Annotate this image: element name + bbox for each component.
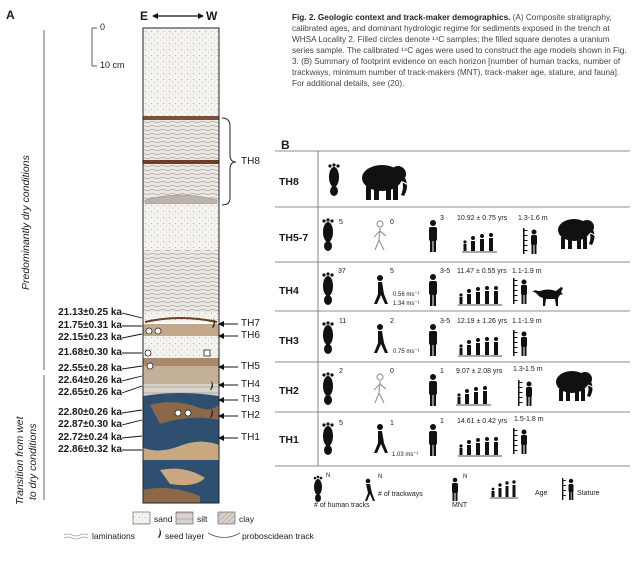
age-label: 22.55±0.28 ka: [58, 363, 122, 374]
stratigraphic-column: [143, 28, 219, 503]
legend-seed-layer: seed layer: [165, 531, 205, 541]
age-value: 14.61 ± 0.42 yrs: [457, 418, 508, 425]
age-label: 22.64±0.26 ka: [58, 375, 122, 386]
horizon-label-th6: TH6: [241, 330, 260, 341]
age-label: 22.15±0.23 ka: [58, 332, 122, 343]
age-label: 22.86±0.32 ka: [58, 444, 122, 455]
fauna-icons: [362, 165, 595, 401]
tracks-count: 37: [338, 268, 346, 275]
row-label-th4: TH4: [279, 285, 299, 297]
dry-conditions-label: Predominantly dry conditions: [20, 155, 32, 290]
legend-tracks: # of human tracks: [314, 502, 370, 509]
row-label-th1: TH1: [279, 434, 299, 446]
caption-title: Fig. 2. Geologic context and track-maker demographics.: [292, 13, 511, 22]
age-value: 10.92 ± 0.75 yrs: [457, 215, 508, 222]
transition-label-2: to dry conditions: [27, 423, 39, 500]
trackway-icons: [365, 221, 388, 501]
tracks-count: 2: [339, 368, 343, 375]
legend-laminations: laminations: [92, 531, 135, 541]
speed-value: 0.75 ms⁻¹: [393, 349, 420, 355]
trackways-count: 5: [390, 268, 394, 275]
panel-a-letter: A: [6, 8, 15, 22]
trackways-count: 1: [390, 420, 394, 427]
legend-stature: Stature: [577, 490, 600, 497]
age-value: 11.47 ± 0.55 yrs: [457, 268, 507, 275]
speed-value: 0.56 ms⁻¹: [393, 292, 420, 298]
age-label: 22.80±0.26 ka: [58, 407, 122, 418]
lithology-legend: [64, 512, 240, 539]
speed-value: 1.34 ms⁻¹: [393, 301, 420, 307]
tracks-count: 5: [339, 420, 343, 427]
horizon-label-th7: TH7: [241, 318, 260, 329]
panel-b-letter: B: [281, 138, 290, 152]
legend-sand: sand: [154, 514, 173, 524]
scale-zero: 0: [100, 22, 106, 32]
age-value: 9.07 ± 2.08 yrs: [456, 368, 503, 375]
horizon-arrows: [218, 321, 238, 441]
mnt-value: 1: [440, 418, 444, 425]
trackways-count: 2: [390, 318, 394, 325]
mnt-value: 3: [440, 215, 444, 222]
age-label: 22.87±0.30 ka: [58, 419, 122, 430]
scale-ten-cm: 10 cm: [100, 60, 125, 70]
east-label: E: [140, 9, 149, 23]
legend-age: Age: [535, 490, 548, 497]
legend-clay: clay: [239, 514, 255, 524]
caption-body: (A) Composite stratigraphy, calibrated ages, and dominant hydrologic regime for sediments exposed in the trench at WHSA Locality 2. Filled circles denote ¹⁴C samples; the filled square denotes a uranium series sample. The calibrated ¹⁴C ages were used to construct the age models shown in Fig. 3. (B) Summary of footprint evidence on each horizon [number of human tracks, number of trackways, minimum number of track-makers (MNT), track-maker age, stature, and fauna]. For additional details, see (20).: [292, 13, 627, 88]
tracks-count: 5: [339, 219, 343, 226]
horizon-label-th1: TH1: [241, 432, 260, 443]
row-label-th8: TH8: [279, 176, 299, 188]
tracks-count: 11: [339, 318, 347, 325]
mnt-value: 3-5: [440, 268, 451, 275]
footprint-icons: [314, 163, 340, 502]
age-value: 12.19 ± 1.26 yrs: [457, 318, 508, 325]
legend-n-mnt: N: [463, 474, 468, 480]
horizon-label-th5: TH5: [241, 361, 260, 372]
row-label-th3: TH3: [279, 335, 299, 347]
stature-value: 1.1-1.9 m: [512, 268, 542, 275]
legend-n-tracks: N: [326, 473, 331, 479]
mammoth-icon-th8: [362, 165, 408, 200]
horizon-label-th3: TH3: [241, 394, 260, 405]
age-label: 22.72±0.24 ka: [58, 432, 122, 443]
row-label-th2: TH2: [279, 385, 299, 397]
trackways-count: 0: [390, 368, 394, 375]
age-label: 22.65±0.26 ka: [58, 387, 122, 398]
mammoth-icon-th57: [558, 219, 595, 249]
legend-trackways: # of trackways: [378, 491, 423, 498]
transition-label-1: Transition from wet: [14, 416, 26, 505]
trackways-count: 0: [390, 219, 394, 226]
horizon-label-th2: TH2: [241, 410, 260, 421]
horizon-label-th8: TH8: [241, 156, 260, 167]
mammoth-icon-th2: [556, 371, 593, 401]
stature-value: 1.5-1.8 m: [514, 416, 544, 423]
panel-b-table: [275, 151, 630, 466]
th8-brace: [222, 118, 236, 205]
age-label: 21.75±0.31 ka: [58, 320, 122, 331]
age-leaders: [122, 313, 142, 450]
speed-value: 1.03 ms⁻¹: [392, 452, 419, 458]
stature-value: 1.1-1.9 m: [512, 318, 542, 325]
horizon-label-th4: TH4: [241, 379, 260, 390]
legend-silt: silt: [197, 514, 208, 524]
mnt-value: 3-5: [440, 318, 451, 325]
stature-value: 1.3-1.6 m: [518, 215, 548, 222]
legend-mnt: MNT: [452, 502, 468, 509]
legend-proboscidean-track: proboscidean track: [242, 531, 314, 541]
west-label: W: [206, 9, 218, 23]
canid-icon: [532, 287, 563, 306]
age-label: 21.68±0.30 ka: [58, 347, 122, 358]
row-label-th5-7: TH5-7: [279, 232, 309, 244]
mnt-value: 1: [440, 368, 444, 375]
age-label: 21.13±0.25 ka: [58, 307, 122, 318]
stature-value: 1.3-1.5 m: [513, 366, 543, 373]
legend-n-trackways: N: [378, 474, 383, 480]
